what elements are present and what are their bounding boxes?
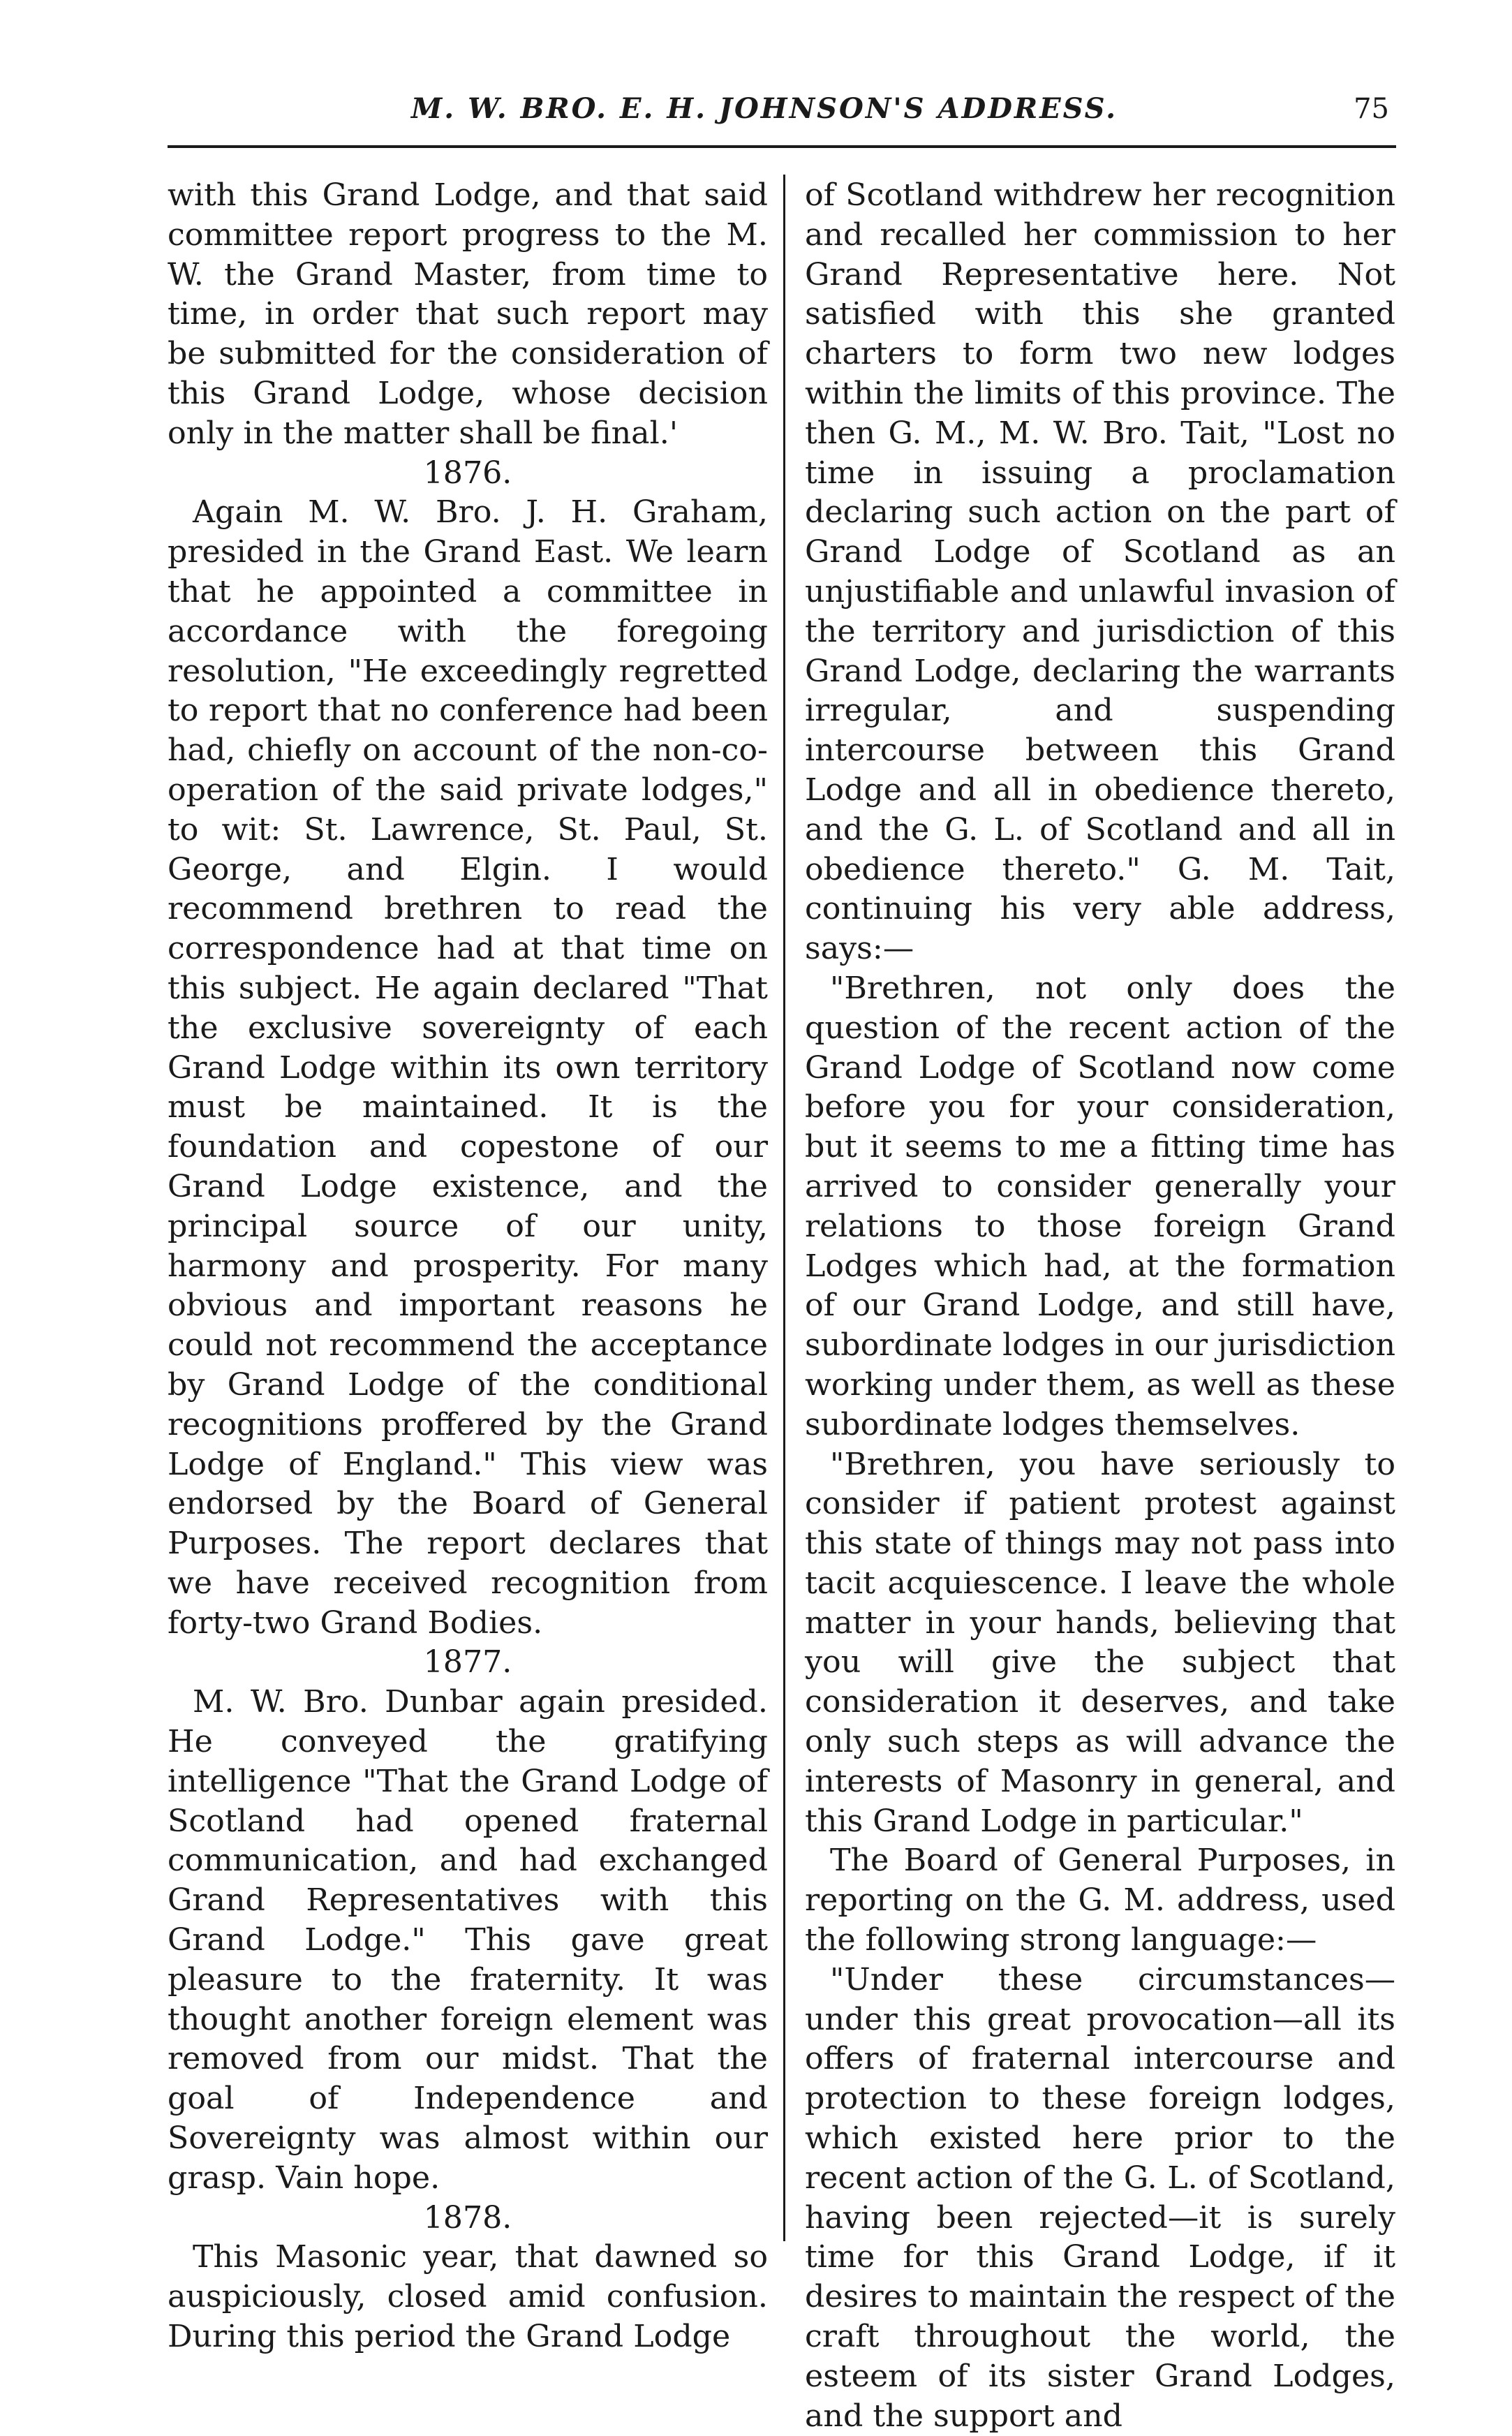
year-heading: 1877. — [423, 1644, 512, 1681]
paragraph: "Brethren, not only does the question of the recent action of the Grand Lodge of Scotland now come before you for your consideration, but it seems to me a fitting time has arrived to consider generally your relations to those foreign Grand Lodges which had, at the formation of our Grand Lodge, and still have, subordinate lodges in our jurisdiction working under them, as well as these subordinate lodges themselves. — [805, 970, 1395, 1442]
paragraph: "Under these circumstances—under this great provocation—all its offers of fraternal intercourse and protection to these foreign lodges, which existed here prior to the recent action of the G. L. of Scotland, having been rejected—it is surely time for this Grand Lodge, if it desires to maintain the respect of the craft throughout the world, the esteem of its sister Grand Lodges, and the support and — [805, 1961, 1395, 2434]
column-divider — [783, 175, 785, 2241]
paragraph: "Brethren, you have seriously to consider if patient protest against this state of things may not pass into tacit acquiescence. I leave the whole matter in your hands, believing that you will give the subject that consideration it deserves, and take only such steps as will advance the interests of Masonry in general, and this Grand Lodge in particular." — [805, 1446, 1395, 1839]
paragraph: of Scotland withdrew her recognition and recalled her commission to her Grand Representative here. Not satisfied with this she granted charters to form two new lodges within the limits of this province. The then G. M., M. W. Bro. Tait, "Lost no time in issuing a proclamation declaring such action on the part of Grand Lodge of Scotland as an unjustifiable and unlawful invasion of the territory and jurisdiction of this Grand Lodge, declaring the warrants irregular, and suspending intercourse between this Grand Lodge and all in obedience thereto, and the G. L. of Scotland and all in obedience thereto." G. M. Tait, continuing his very able address, says:— — [805, 177, 1395, 967]
page-header — [140, 88, 1389, 137]
year-heading: 1876. — [423, 455, 512, 491]
header-rule — [168, 145, 1396, 148]
year-heading: 1878. — [423, 2199, 512, 2236]
paragraph: with this Grand Lodge, and that said committee report progress to the M. W. the Grand Master, from time to time, in order that such report may be submitted for the consideration of this Grand Lodge, whose decision only in the matter shall be final.' — [168, 177, 768, 451]
paragraph: M. W. Bro. Dunbar again presided. He conveyed the gratifying intelligence "That the Grand Lodge of Scotland had opened fraternal communication, and had exchanged Grand Representatives with this Grand Lodge." This gave great pleasure to the fraternity. It was thought another foreign element was removed from our midst. That the goal of Independence and Sovereignty was almost within our grasp. Vain hope. — [168, 1684, 768, 2196]
paragraph: This Masonic year, that dawned so auspiciously, closed amid confusion. During this period the Grand Lodge — [168, 2239, 768, 2355]
paragraph: The Board of General Purposes, in reporting on the G. M. address, used the following strong language:— — [805, 1843, 1395, 1958]
running-title: M. W. BRO. E. H. JOHNSON'S ADDRESS. — [410, 92, 1118, 125]
paragraph: Again M. W. Bro. J. H. Graham, presided in the Grand East. We learn that he appointed a committee in accordance with the foregoing resolution, "He exceedingly regretted to report that no conference had been had, chiefly on account of the non-co-operation of the said private lodges," to wit: St. Lawrence, St. Paul, St. George, and Elgin. I would recommend brethren to read the correspondence had at that time on this subject. He again declared "That the exclusive sovereignty of each Grand Lodge within its own territory must be maintained. It is the foundation and copestone of our Grand Lodge existence, and the principal source of our unity, harmony and prosperity. For many obvious and important reasons he could not recommend the acceptance by Grand Lodge of the conditional recognitions proffered by the Grand Lodge of England." This view was endorsed by the Board of General Purposes. The report declares that we have received recognition from forty-two Grand Bodies. — [168, 494, 768, 1641]
left-column — [168, 176, 768, 2357]
page-number: 75 — [1354, 93, 1389, 125]
right-column — [805, 176, 1395, 2436]
